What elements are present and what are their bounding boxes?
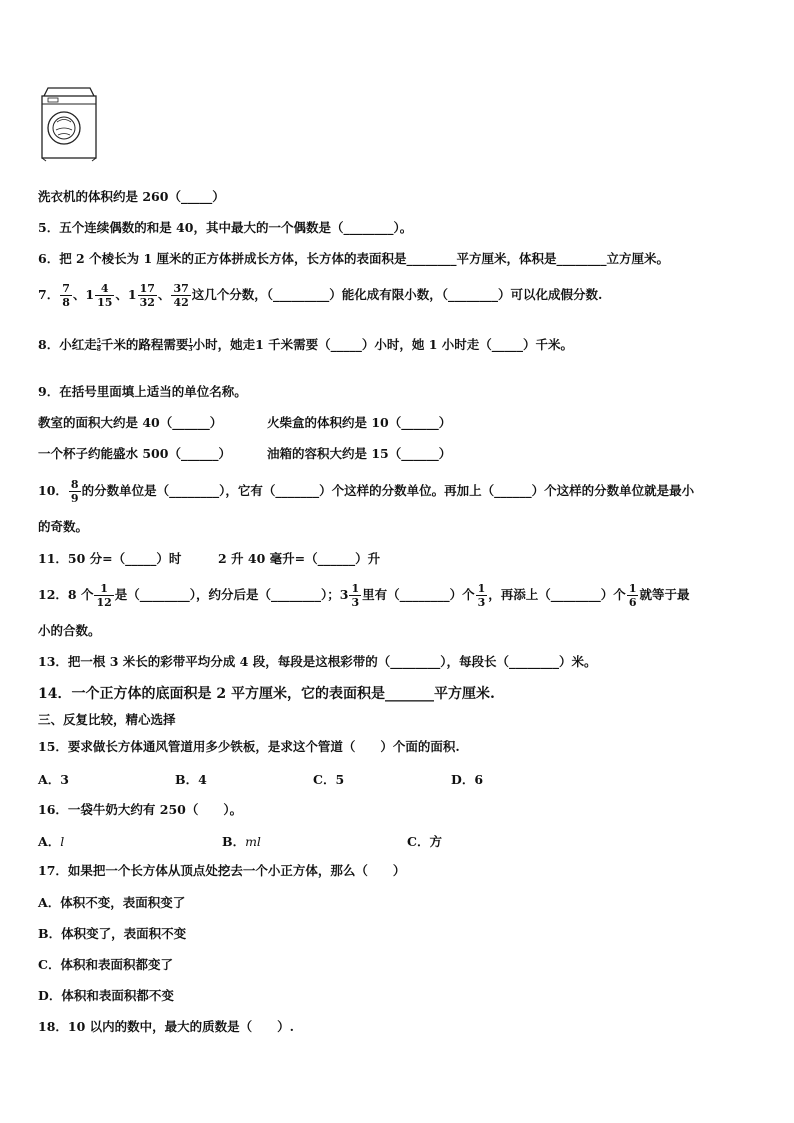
fraction: $\frac{37}{42}$ [173,282,189,309]
fraction: $\frac{1}{3}$ [188,338,193,353]
question-18: 18．10 以内的数中，最大的质数是（ ）. [38,1019,294,1034]
section-3-heading: 三、反复比较，精心选择 [38,712,176,727]
option-c: C．方 [407,834,442,849]
question-10-line2: 的奇数。 [38,519,89,534]
question-16: 16．一袋牛奶大约有 250（ ）。 [38,802,243,817]
option-d: D．体积和表面积都不变 [38,988,174,1003]
fraction: $\frac{1}{3}$ [351,582,360,609]
option-b: B．体积变了，表面积不变 [38,926,187,941]
option-a: A．体积不变，表面积变了 [38,895,186,910]
question-15: 15．要求做长方体通风管道用多少铁板，是求这个管道（ ）个面的面积. [38,739,460,754]
fraction: $\frac{1}{3}$ [477,582,486,609]
question-6: 6．把 2 个棱长为 1 厘米的正方体拼成长方体，长方体的表面积是________平方厘米，体积是________立方厘米。 [38,251,670,266]
option-a: A．3 [38,772,69,787]
question-7: 7． $\frac{7}{8}$ 、1 $\frac{4}{15}$ 、1 $\frac{17}{32}$ 、 $\frac{37}{42}$ 这几个分数，（_________）能化成有限小数，（________）可以化成假分数. [38,282,603,309]
question-12-line2: 小的合数。 [38,623,101,638]
fraction: $\frac{4}{15}$ [97,282,113,309]
question-9d: 油箱的容积大约是 15（______） [267,446,452,461]
question-12: 12．8 个 $\frac{1}{12}$ 是（________），约分后是（________）；3 $\frac{1}{3}$ 里有（________）个 $\frac{1}{3}$ ，再添上（________）个 $\frac{1}{6}$ 就等于最 [38,582,690,609]
option-d: D．6 [451,772,484,787]
option-b: B．ml [222,834,261,849]
fraction: $\frac{1}{12}$ [96,582,112,609]
question-17: 17．如果把一个长方体从顶点处挖去一个小正方体，那么（ ） [38,863,406,878]
question-9a: 教室的面积大约是 40（______） [38,415,223,430]
question-14: 14．一个正方体的底面积是 2 平方厘米，它的表面积是_______平方厘米. [38,686,495,702]
fraction: $\frac{17}{32}$ [139,282,155,309]
question-13: 13．把一根 3 米长的彩带平均分成 4 段，每段是这根彩带的（________），每段长（________）米。 [38,654,597,669]
option-a: A．l [38,834,65,849]
fraction: $\frac{1}{6}$ [628,582,637,609]
question-9-title: 9．在括号里面填上适当的单位名称。 [38,384,247,399]
fraction: $\frac{8}{9}$ [70,478,79,505]
washing-machine-image [40,86,100,162]
question-9c: 一个杯子约能盛水 500（______） [38,446,231,461]
question-8: 8．小红走 $\frac{5}{8}$千米的路程需要 $\frac{1}{3}$小时，她走1 千米需要（_____）小时，她 1 小时走（_____）千米。 [38,337,574,353]
question-11a: 11．50 分=（_____）时 [38,551,182,566]
question-9b: 火柴盒的体积约是 10（______） [267,415,452,430]
option-c: C．体积和表面积都变了 [38,957,173,972]
question-5: 5．五个连续偶数的和是 40，其中最大的一个偶数是（________）。 [38,220,413,235]
question-10: 10． $\frac{8}{9}$ 的分数单位是（________），它有（_______）个这样的分数单位。再加上（______）个这样的分数单位就是最小 [38,478,695,505]
fraction: $\frac{7}{8}$ [62,282,70,309]
question-11b: 2 升 40 毫升=（______）升 [218,551,381,566]
fraction: $\frac{5}{8}$ [96,338,101,353]
image-caption: 洗衣机的体积约是 260（_____） [38,189,225,204]
option-b: B．4 [175,772,207,787]
option-c: C．5 [313,772,345,787]
